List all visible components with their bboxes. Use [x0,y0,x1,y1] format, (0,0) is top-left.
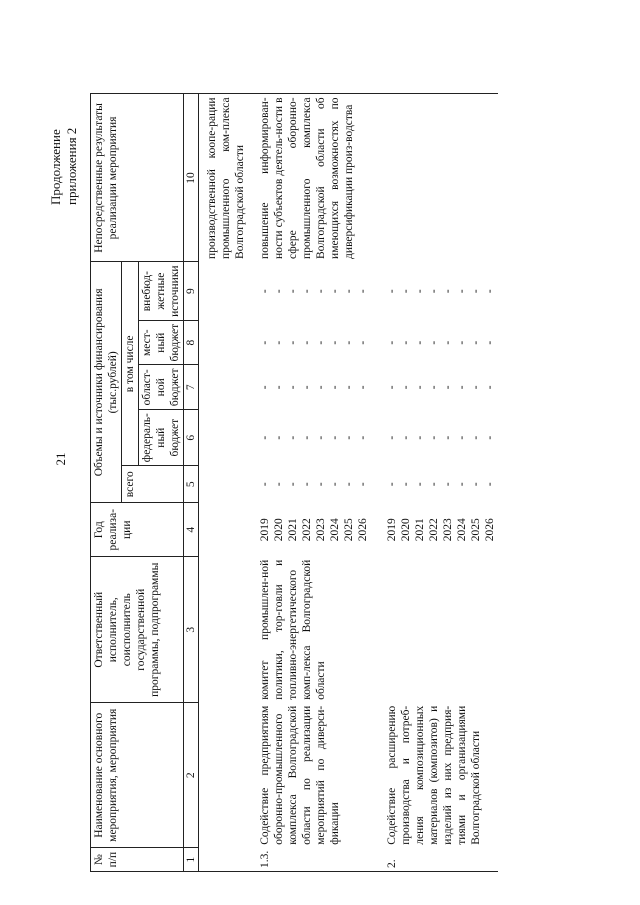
header-name: Наименование основного мероприятия, мероприятия [91,703,184,848]
col-number: 1 [184,848,199,872]
year-value: 2026 [357,518,369,542]
row-result: повышение информирован-ности субъектов деятель-ности в сфере оборонно-промышленного комплекса Волгоградской области об имеющихся возможностях по диверсификации произ-водства [248,94,371,262]
header-extra: внебюд-жетные источники [139,262,184,320]
dash-column: - - - - - - - - [259,289,369,294]
table-row [371,94,498,872]
row-number: 1.3. [248,848,371,872]
year-value: 2025 [343,518,355,542]
year-value: 2021 [287,518,299,542]
dash-column: - - - - - - - - [386,482,496,487]
year-value: 2023 [442,518,454,542]
program-table [90,93,498,872]
col-number: 3 [184,557,199,703]
header-incl: в том числе [122,262,139,466]
rotated-page-content [0,60,640,905]
year-value: 2025 [470,518,482,542]
continuation-result-text: производственной коопе-рации промышленного ком-плекса Волгоградской области [199,94,249,262]
header-executor: Ответственный исполнитель, соисполнитель государственной программы, подпрограммы [91,557,184,703]
row-name: Содействие расширению производства и потреб-ления композиционных материалов (композитов) и изделий из них предприя-тиями и организациями Волгоградской области [386,705,482,845]
year-value: 2019 [386,518,398,542]
year-value: 2022 [301,518,313,542]
table-row [248,94,371,872]
appendix-caption: Продолжение приложения 2 [48,127,79,205]
header-local: мест-ный бюджет [139,320,184,365]
dash-column: - - - - - - - - [386,435,496,440]
row-result [371,94,498,262]
header-num: № п/п [91,848,184,872]
col-number: 9 [184,262,199,320]
dash-column: - - - - - - - - [259,482,369,487]
year-value: 2021 [414,518,426,542]
col-number: 4 [184,503,199,557]
row-number: 2. [371,848,498,872]
dash-column: - - - - - - - - [386,385,496,390]
year-value: 2022 [428,518,440,542]
dash-column: - - - - - - - - [259,435,369,440]
header-year: Год реализа-ции [91,503,184,557]
page-number: 21 [53,452,68,466]
header-federal: федераль-ный бюджет [139,410,184,466]
year-value: 2023 [315,518,327,542]
dash-column: - - - - - - - - [259,340,369,345]
dash-column: - - - - - - - - [386,340,496,345]
year-value: 2024 [329,518,341,542]
year-value: 2020 [273,518,285,542]
col-number: 5 [184,466,199,503]
header-funding: Объемы и источники финансирования (тыс.рублей) [91,262,122,503]
row-executor [371,557,498,703]
year-value: 2019 [259,518,271,542]
row-years [371,503,498,557]
header-regional: област-ной бюджет [139,365,184,410]
header-total: всего [122,466,184,503]
col-number: 8 [184,320,199,365]
row-name: Содействие предприятиям оборонно-промышленного комплекса Волгоградской области по реализации мероприятий по диверси-фикации [259,705,341,845]
year-value: 2024 [456,518,468,542]
col-number: 7 [184,365,199,410]
dash-column: - - - - - - - - [386,289,496,294]
dash-column: - - - - - - - - [259,385,369,390]
col-number: 2 [184,703,199,848]
header-result: Непосредственные результаты реализации мероприятия [91,94,184,262]
row-executor: комитет промышлен-ной политики, тор-говли и топливно-энергетического комп-лекса Волгоградской области [259,559,327,700]
col-number: 6 [184,410,199,466]
year-value: 2026 [484,518,496,542]
year-value: 2020 [400,518,412,542]
col-number: 10 [184,94,199,262]
row-years [248,503,371,557]
